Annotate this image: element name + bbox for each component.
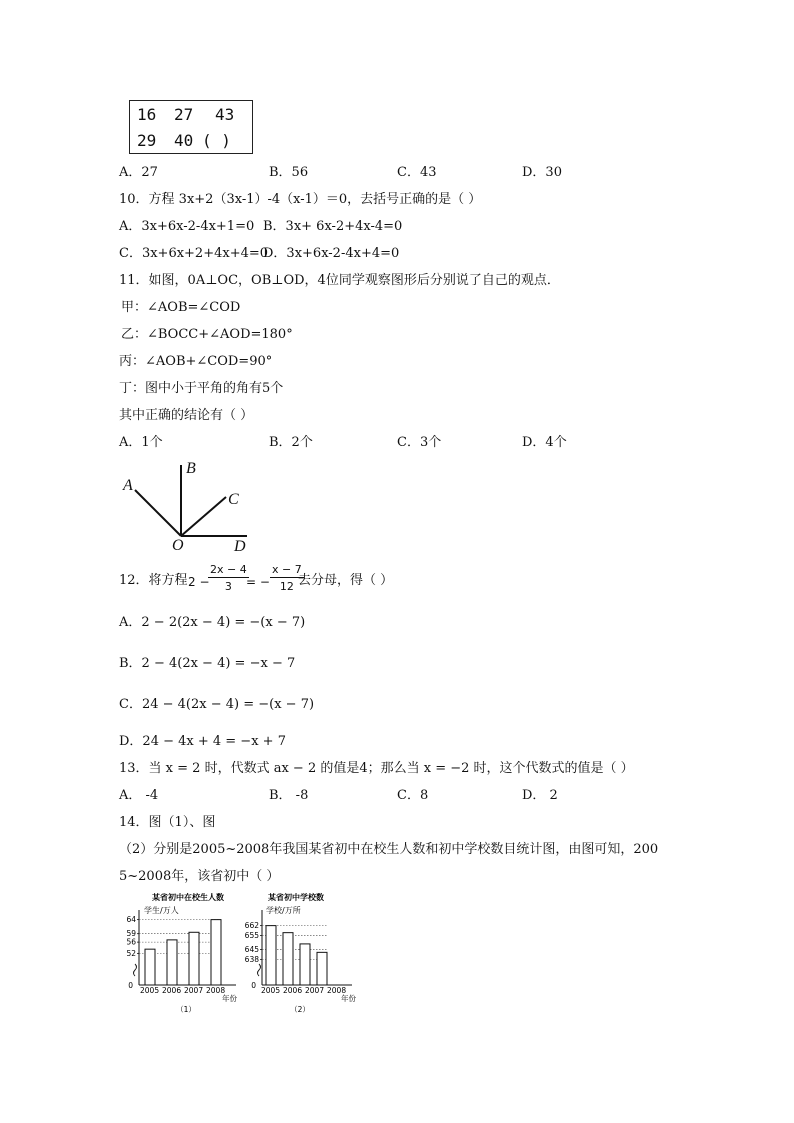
chart-title: 某省初中在校生人数 (152, 893, 224, 902)
point-label-d: D (234, 538, 246, 555)
y-tick-label: 59 (126, 929, 136, 939)
y-tick-label: 655 (244, 930, 259, 940)
chart-x-label: 年份 (341, 994, 356, 1003)
q14-line-3: 5~2008年，该省初中（ ） (119, 869, 280, 884)
axis-break-mark (258, 964, 261, 976)
point-label-b: B (186, 460, 196, 477)
q12-eq-lead: 2 − (188, 575, 210, 589)
q10-option-d[interactable]: D．3x+6x-2-4x+4=0 (263, 246, 400, 261)
fraction-denominator: 12 (279, 580, 294, 593)
q9-option-b[interactable]: B．56 (269, 165, 309, 180)
chart-origin-label: 0 (128, 981, 133, 990)
bar (300, 944, 310, 985)
sequence-cell: 27 (174, 105, 194, 124)
sequence-cell: ( ) (202, 131, 231, 150)
ray-oc (181, 497, 226, 536)
chart-student-count (118, 890, 248, 1015)
q13-option-a[interactable]: A． -4 (119, 788, 159, 803)
x-tick-label: 2007 (305, 986, 325, 995)
point-label-c: C (228, 491, 239, 508)
chart-y-label: 学生/万人 (144, 906, 179, 915)
x-tick-label: 2008 (327, 986, 347, 995)
y-tick-label: 645 (244, 945, 259, 955)
bar (145, 949, 155, 985)
y-tick-label: 64 (126, 915, 136, 925)
q12-stem-suffix: 去分母，得（ ） (298, 573, 394, 588)
q10-stem: 10．方程 3x+2（3x-1）-4（x-1）＝0，去括号正确的是（ ） (119, 192, 482, 207)
y-tick-label: 52 (126, 948, 136, 958)
q11-option-b[interactable]: B．2个 (269, 435, 313, 450)
fraction-numerator: 2x − 4 (210, 563, 247, 576)
q10-option-b[interactable]: B．3x+ 6x-2+4x-4=0 (263, 219, 403, 234)
q11-opinion-ding: 丁：图中小于平角的角有5个 (119, 381, 284, 396)
q11-stem: 11．如图，0A⊥OC，OB⊥OD，4位同学观察图形后分别说了自己的观点． (119, 273, 560, 288)
q13-option-b[interactable]: B． -8 (269, 788, 309, 803)
q13-option-c[interactable]: C．8 (397, 788, 429, 803)
chart-origin-label: 0 (251, 981, 256, 990)
q11-opinion-yi: 乙：∠BOCC+∠AOD=180° (121, 327, 293, 342)
q12-option-b[interactable]: B．2 − 4(2x − 4) = −x − 7 (119, 656, 296, 671)
q12-stem-prefix: 12．将方程 (119, 573, 188, 588)
fraction-numerator: x − 7 (272, 563, 302, 576)
q11-opinion-jia: 甲：∠AOB=∠COD (121, 300, 241, 315)
q10-option-a[interactable]: A．3x+6x-2-4x+1=0 (119, 219, 255, 234)
q13-stem: 13．当 x = 2 时，代数式 ax − 2 的值是4；那么当 x = −2 时，这个代数式的值是（ ） (119, 761, 634, 776)
q11-question: 其中正确的结论有（ ） (119, 408, 254, 423)
bar (266, 926, 276, 985)
sequence-cell: 29 (137, 131, 157, 150)
fraction-denominator: 3 (224, 580, 232, 593)
chart-school-count (244, 890, 378, 1015)
sequence-cell: 16 (137, 105, 157, 124)
x-tick-label: 2006 (162, 986, 182, 995)
q14-line-1: 14．图（1）、图 (119, 815, 216, 830)
chart-title: 某省初中学校数 (268, 893, 324, 902)
ray-oa (135, 490, 181, 536)
point-label-a: A (123, 477, 133, 494)
bar (189, 932, 199, 985)
sequence-cell: 40 (174, 131, 194, 150)
y-tick-label: 638 (244, 954, 259, 964)
q11-option-a[interactable]: A．1个 (119, 435, 163, 450)
q12-option-d[interactable]: D．24 − 4x + 4 = −x + 7 (119, 734, 286, 749)
bar (167, 940, 177, 985)
chart-caption: （2） (290, 1005, 310, 1014)
q10-option-c[interactable]: C．3x+6x+2+4x+4=0 (119, 246, 269, 261)
q12-eq-mid: = − (246, 575, 270, 589)
q11-option-d[interactable]: D．4个 (522, 435, 567, 450)
q9-option-d[interactable]: D．30 (522, 165, 562, 180)
x-tick-label: 2005 (140, 986, 160, 995)
y-tick-label: 56 (126, 937, 136, 947)
q9-option-a[interactable]: A．27 (119, 165, 158, 180)
q12-fraction-1 (208, 564, 249, 592)
q12-option-a[interactable]: A．2 − 2(2x − 4) = −(x − 7) (119, 615, 306, 630)
q9-option-c[interactable]: C．43 (397, 165, 437, 180)
bar (211, 920, 221, 985)
q12-option-c[interactable]: C．24 − 4(2x − 4) = −(x − 7) (119, 697, 315, 712)
x-tick-label: 2008 (206, 986, 226, 995)
point-label-o: O (172, 537, 184, 554)
sequence-cell: 43 (215, 105, 235, 124)
chart-x-label: 年份 (222, 994, 237, 1003)
q13-option-d[interactable]: D． 2 (522, 788, 558, 803)
axis-break-mark (134, 964, 137, 976)
bar (283, 933, 293, 985)
q11-opinion-bing: 丙：∠AOB+∠COD=90° (119, 354, 273, 369)
q11-option-c[interactable]: C．3个 (397, 435, 442, 450)
chart-y-label: 学校/万所 (266, 906, 301, 915)
y-tick-label: 662 (244, 921, 259, 931)
x-tick-label: 2007 (184, 986, 204, 995)
x-tick-label: 2005 (261, 986, 281, 995)
bar (317, 952, 327, 985)
q14-line-2: （2）分别是2005~2008年我国某省初中在校生人数和初中学校数目统计图，由图可知，200 (119, 842, 659, 857)
chart-caption: （1） (176, 1005, 196, 1014)
x-tick-label: 2006 (283, 986, 303, 995)
number-sequence-box (129, 100, 253, 154)
